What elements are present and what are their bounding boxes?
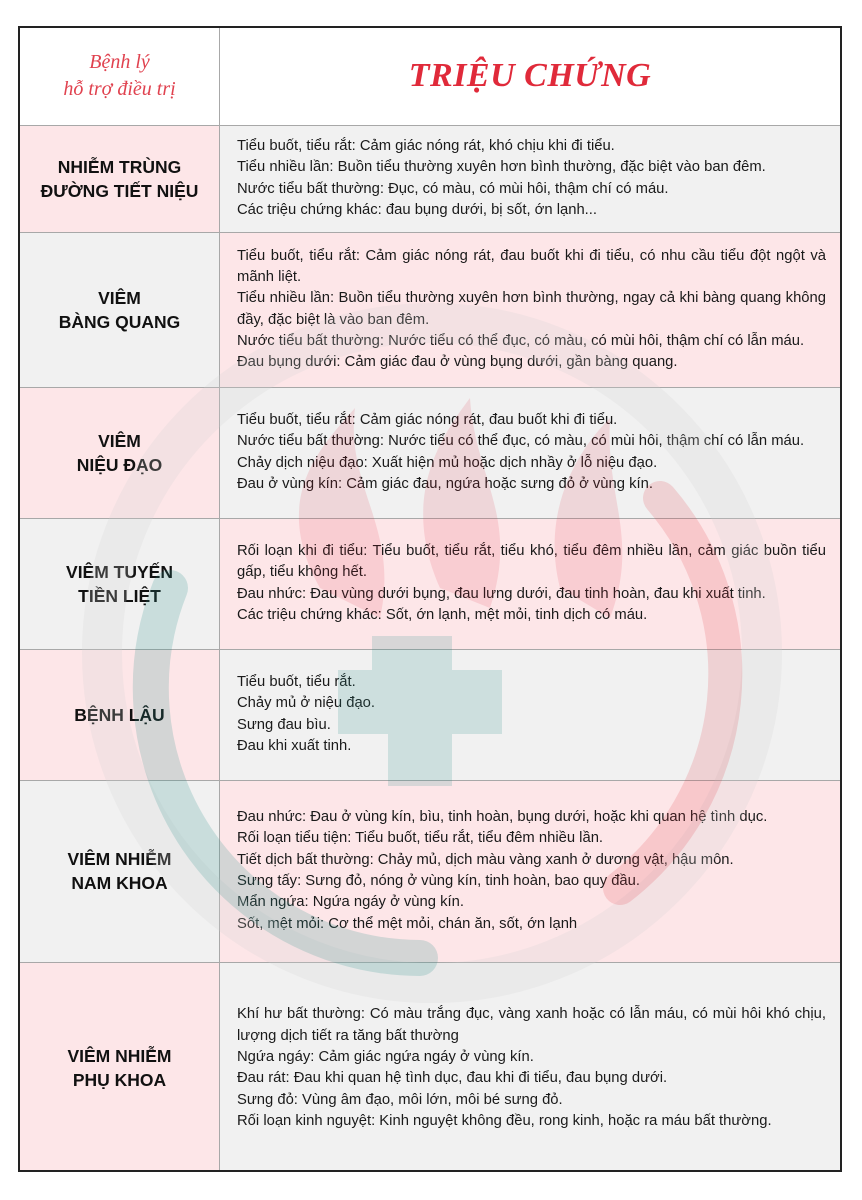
- symptom-item: Chảy mủ ở niệu đạo.: [237, 695, 376, 712]
- symptom-list: [220, 672, 840, 757]
- header-right-cell: [220, 28, 841, 125]
- symptom-item: Tiểu nhiều lần: Buồn tiểu thường xuyên hơn bình thường, đặc biệt vào ban đêm.: [237, 159, 766, 176]
- disease-name: [20, 847, 219, 895]
- disease-cell: [20, 232, 220, 387]
- symptom-item: Chảy dịch niệu đạo: Xuất hiện mủ hoặc dịch nhầy ở lỗ niệu đạo.: [237, 454, 658, 471]
- disease-cell: [20, 125, 220, 232]
- symptom-item: Đau nhức: Đau ở vùng kín, bìu, tinh hoàn, bụng dưới, hoặc khi quan hệ tình dục.: [237, 809, 768, 826]
- symptom-list: [220, 136, 840, 221]
- symptom-item: Đau bụng dưới: Cảm giác đau ở vùng bụng dưới, gần bàng quang.: [237, 354, 678, 371]
- symptom-table: [20, 28, 840, 1172]
- symptoms-cell: [220, 649, 841, 780]
- table-row: [20, 962, 840, 1172]
- symptoms-cell: [220, 232, 841, 387]
- symptom-item: Ngứa ngáy: Cảm giác ngứa ngáy ở vùng kín.: [237, 1048, 534, 1065]
- symptom-item: Đau ở vùng kín: Cảm giác đau, ngứa hoặc sưng đỏ ở vùng kín.: [237, 475, 653, 492]
- disease-name-line: VIÊM: [98, 430, 141, 451]
- disease-name-line: PHỤ KHOA: [72, 1070, 167, 1091]
- table-row: [20, 387, 840, 518]
- table-row: [20, 518, 840, 649]
- symptoms-cell: [220, 125, 841, 232]
- symptom-list: [220, 541, 840, 626]
- disease-name-line: TIỀN LIỆT: [78, 585, 161, 606]
- symptom-item: Tiểu buốt, tiểu rắt: Cảm giác nóng rát, đau buốt khi đi tiểu.: [237, 411, 618, 428]
- disease-name: [20, 155, 219, 203]
- symptom-item: Sưng đỏ: Vùng âm đạo, môi lớn, môi bé sưng đỏ.: [237, 1091, 563, 1108]
- symptom-item: Các triệu chứng khác: Sốt, ớn lạnh, mệt mỏi, tinh dịch có máu.: [237, 606, 648, 623]
- disease-name: [20, 703, 219, 727]
- symptoms-cell: [220, 387, 841, 518]
- disease-cell: [20, 387, 220, 518]
- disease-cell: [20, 962, 220, 1172]
- symptoms-cell: [220, 962, 841, 1172]
- disease-name-line: NHIỄM TRÙNG: [57, 156, 182, 177]
- symptom-item: Tiết dịch bất thường: Chảy mủ, dịch màu vàng xanh ở dương vật, hậu môn.: [237, 851, 734, 868]
- symptom-item: Đau khi xuất tinh.: [237, 737, 352, 754]
- disease-name-line: BỆNH LẬU: [74, 704, 165, 725]
- disease-name-line: VIÊM NHIỄM: [67, 849, 172, 869]
- disease-name-line: NAM KHOA: [71, 873, 168, 893]
- symptom-item: Khí hư bất thường: Có màu trắng đục, vàng xanh hoặc có lẫn máu, có mùi hôi khó chịu, lượng dịch tiết ra tăng bất thường: [237, 1006, 826, 1044]
- table-row: [20, 780, 840, 962]
- header-left-label: [20, 49, 219, 103]
- symptom-item: Nước tiểu bất thường: Nước tiểu có thể đục, có màu, có mùi hôi, thậm chí có lẫn máu.: [237, 433, 805, 450]
- symptom-item: Rối loạn khi đi tiểu: Tiểu buốt, tiểu rắt, tiểu khó, tiểu đêm nhiều lần, cảm giác buồn tiểu gấp, tiểu không hết.: [237, 542, 826, 581]
- symptom-item: Rối loạn kinh nguyệt: Kinh nguyệt không đều, rong kinh, hoặc ra máu bất thường.: [237, 1112, 772, 1129]
- symptom-table-frame: [18, 26, 842, 1172]
- disease-name-line: NIỆU ĐẠO: [76, 454, 163, 475]
- symptom-list: [220, 807, 840, 935]
- disease-name-line: ĐƯỜNG TIẾT NIỆU: [40, 180, 199, 201]
- disease-name-line: VIÊM: [98, 287, 141, 308]
- symptom-list: [220, 246, 840, 374]
- symptom-item: Rối loạn tiểu tiện: Tiểu buốt, tiểu rắt, tiểu đêm nhiều lần.: [237, 830, 604, 847]
- symptom-item: Các triệu chứng khác: đau bụng dưới, bị sốt, ớn lạnh...: [237, 201, 598, 218]
- table-row: [20, 232, 840, 387]
- symptom-item: Nước tiểu bất thường: Nước tiểu có thể đục, có màu, có mùi hôi, thậm chí có lẫn máu.: [237, 332, 805, 349]
- symptom-item: Đau nhức: Đau vùng dưới bụng, đau lưng dưới, đau tinh hoàn, đau khi xuất tinh.: [237, 585, 766, 602]
- table-row: [20, 649, 840, 780]
- disease-name: [20, 286, 219, 334]
- header-left-line-2: hỗ trợ điều trị: [63, 78, 176, 101]
- symptom-item: Sưng tấy: Sưng đỏ, nóng ở vùng kín, tinh hoàn, bao quy đầu.: [237, 873, 641, 889]
- header-left-cell: [20, 28, 220, 125]
- symptoms-cell: [220, 518, 841, 649]
- symptoms-cell: [220, 780, 841, 962]
- symptom-item: Đau rát: Đau khi quan hệ tình dục, đau khi đi tiểu, đau bụng dưới.: [237, 1070, 668, 1087]
- symptom-item: Tiểu buốt, tiểu rắt: Cảm giác nóng rát, đau buốt khi đi tiểu, có nhu cầu tiểu đột ngột và mãnh liệt.: [237, 247, 826, 285]
- symptom-list: [220, 1004, 840, 1132]
- disease-cell: [20, 518, 220, 649]
- disease-cell: [20, 649, 220, 780]
- symptom-item: Sưng đau bìu.: [237, 716, 331, 733]
- disease-name: [20, 560, 219, 608]
- disease-name-line: BÀNG QUANG: [58, 311, 181, 332]
- symptom-list: [220, 410, 840, 495]
- table-header-row: [20, 28, 840, 125]
- disease-name: [20, 1044, 219, 1092]
- symptom-item: Nước tiểu bất thường: Đục, có màu, có mùi hôi, thậm chí có máu.: [237, 180, 669, 197]
- disease-name: [20, 429, 219, 477]
- symptom-item: Mẩn ngứa: Ngứa ngáy ở vùng kín.: [237, 894, 464, 911]
- symptom-item: Tiểu buốt, tiểu rắt: Cảm giác nóng rát, khó chịu khi đi tiểu.: [237, 137, 615, 154]
- symptom-item: Sốt, mệt mỏi: Cơ thể mệt mỏi, chán ăn, sốt, ớn lạnh: [237, 915, 578, 932]
- disease-name-line: VIÊM NHIỄM: [67, 1046, 172, 1067]
- header-left-line-1: Bệnh lý: [89, 51, 150, 74]
- disease-cell: [20, 780, 220, 962]
- table-row: [20, 125, 840, 232]
- symptom-item: Tiểu nhiều lần: Buồn tiểu thường xuyên hơn bình thường, ngay cả khi bàng quang không đầy, đặc biệt là vào ban đêm.: [237, 290, 826, 328]
- symptom-item: Tiểu buốt, tiểu rắt.: [237, 673, 356, 690]
- header-title: TRIỆU CHỨNG: [408, 57, 652, 95]
- disease-name-line: VIÊM TUYẾN: [66, 561, 173, 582]
